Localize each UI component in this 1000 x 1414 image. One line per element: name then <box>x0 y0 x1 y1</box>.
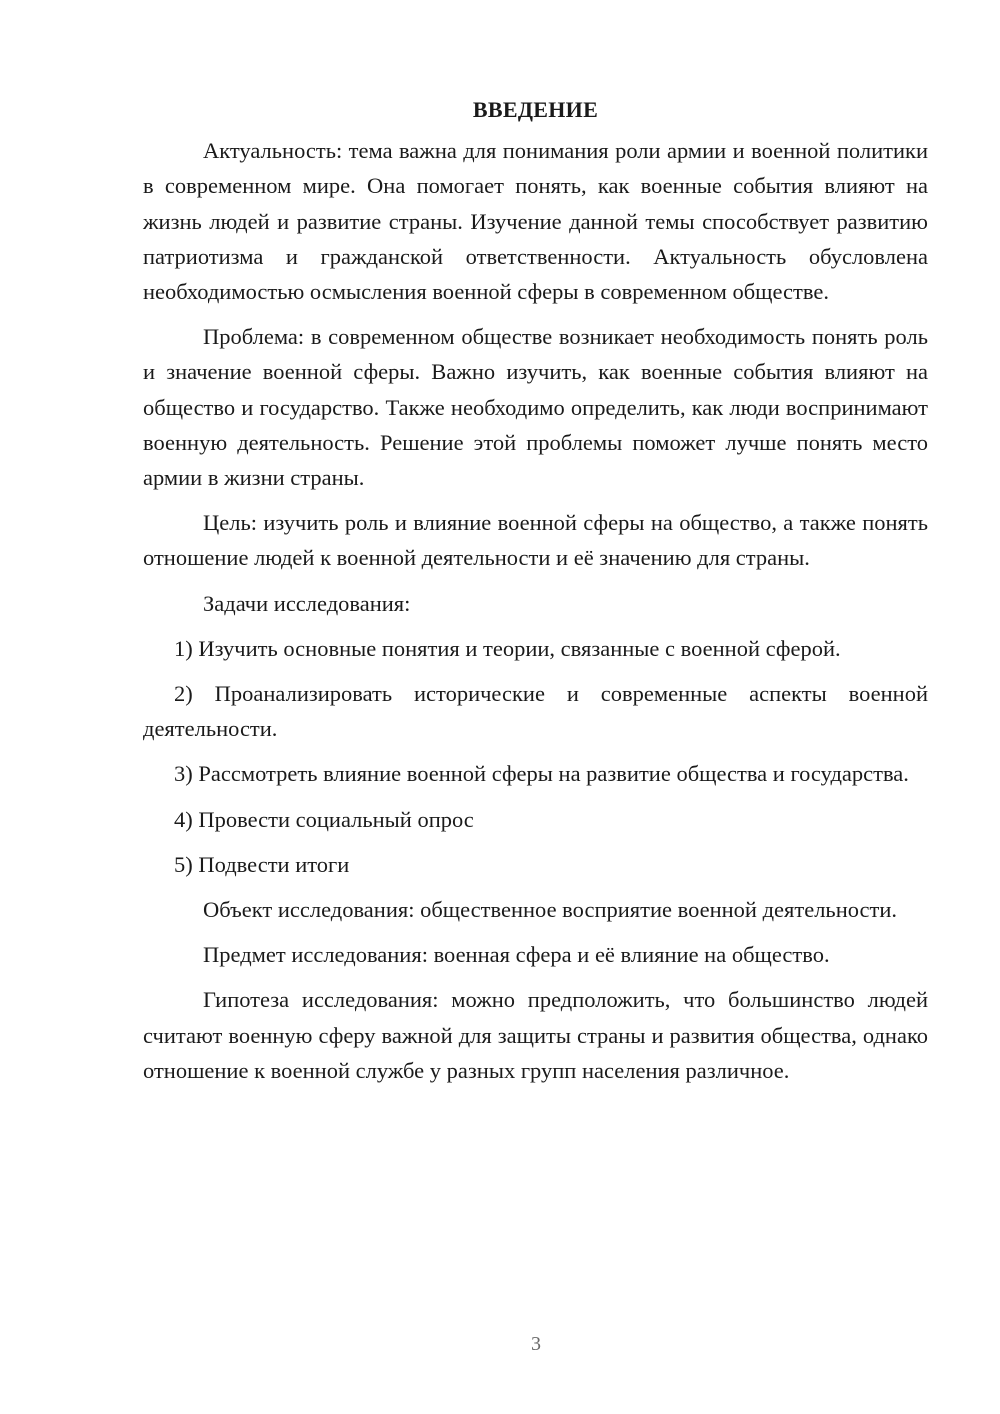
task-item-2: 2) Проанализировать исторические и современные аспекты военной деятельности. <box>143 681 928 742</box>
relevance-paragraph: Актуальность: тема важна для понимания роли армии и военной политики в современном мире. Она помогает понять, как военные события влияют на жизнь людей и развитие страны. Изучение данной темы способствует развитию патриотизма и гражданской ответственности. Актуальность обусловлена необходимостью осмысления военной сферы в современном обществе. <box>143 138 928 305</box>
page-content <box>143 92 928 1098</box>
research-subject-paragraph: Предмет исследования: военная сфера и её влияние на общество. <box>203 942 830 968</box>
task-item-3: 3) Рассмотреть влияние военной сферы на развитие общества и государства. <box>174 761 909 787</box>
research-object-paragraph: Объект исследования: общественное восприятие военной деятельности. <box>203 897 898 923</box>
page-title: ВВЕДЕНИЕ <box>472 97 599 122</box>
problem-paragraph: Проблема: в современном обществе возникает необходимость понять роль и значение военной сферы. Важно изучить, как военные события влияют на общество и государство. Также необходимо определить, как люди воспринимают военную деятельность. Решение этой проблемы поможет лучше понять место армии в жизни страны. <box>143 324 928 491</box>
task-item-1: 1) Изучить основные понятия и теории, связанные с военной сферой. <box>174 635 841 661</box>
task-item-5: 5) Подвести итоги <box>174 851 350 877</box>
goal-paragraph: Цель: изучить роль и влияние военной сферы на общество, а также понять отношение людей к военной деятельности и её значению для страны. <box>143 510 928 571</box>
task-item-4: 4) Провести социальный опрос <box>174 806 474 832</box>
tasks-heading: Задачи исследования: <box>203 590 411 616</box>
hypothesis-paragraph: Гипотеза исследования: можно предположить, что большинство людей считают военную сферу важной для защиты страны и развития общества, однако отношение к военной службе у разных групп населения различное. <box>143 987 928 1083</box>
page-number: 3 <box>531 1333 541 1355</box>
